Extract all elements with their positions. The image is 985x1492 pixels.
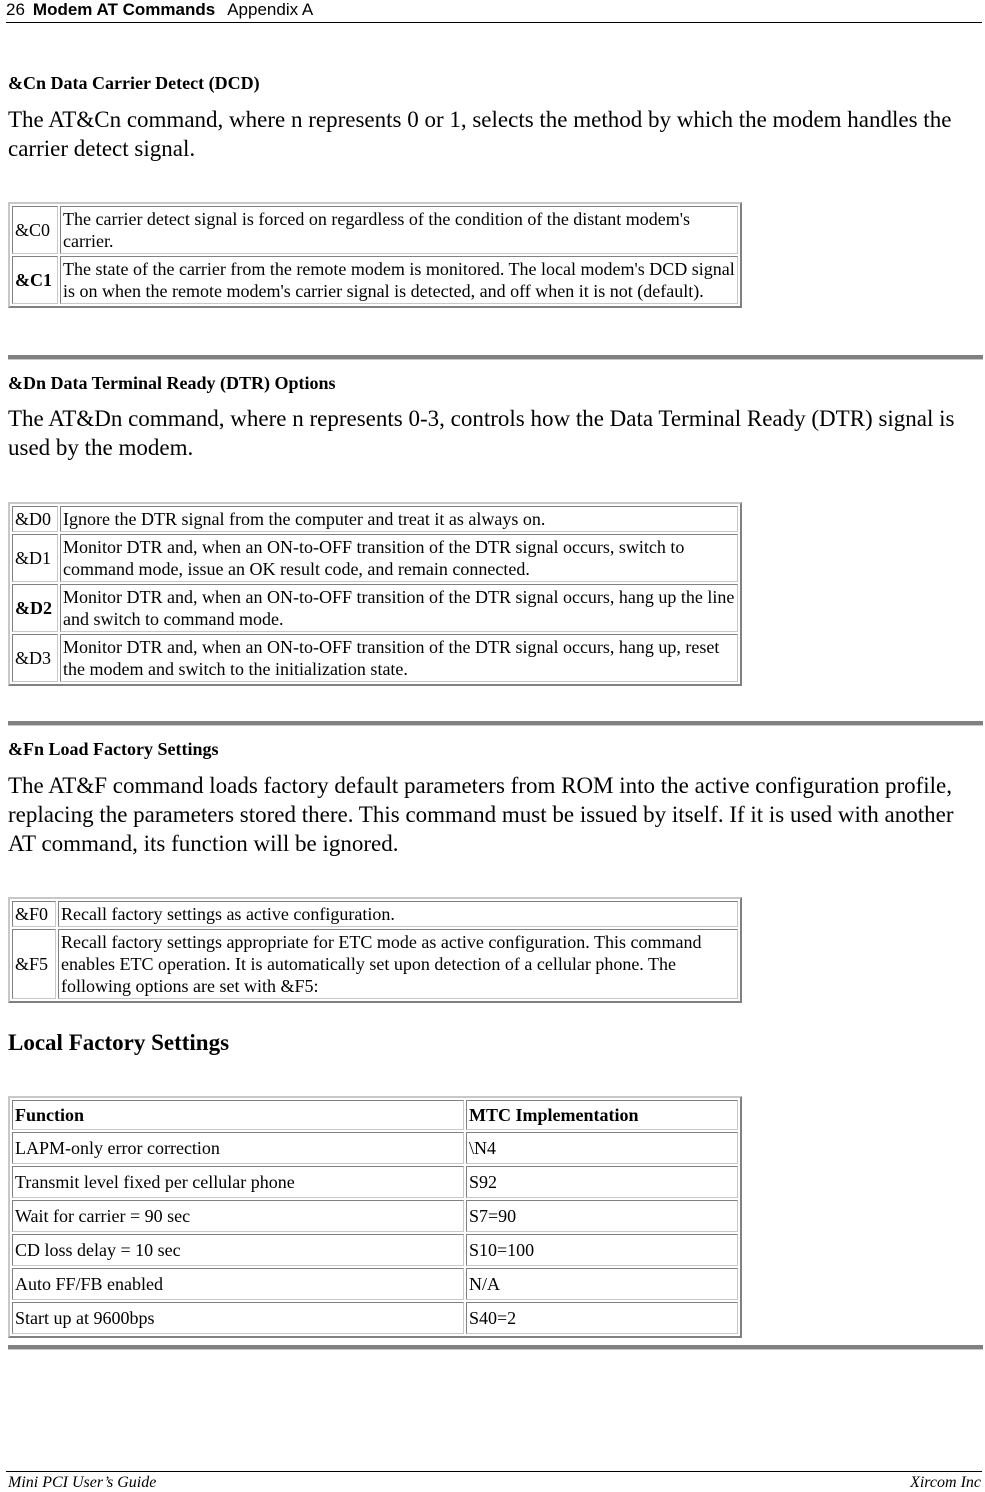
footer-guide-title: Mini PCI User’s Guide	[8, 1474, 157, 1491]
implementation-cell: \N4	[466, 1132, 738, 1164]
section-heading-fn: &Fn Load Factory Settings	[8, 739, 219, 759]
section-divider	[8, 721, 983, 726]
table-row	[12, 1200, 738, 1232]
table-row	[12, 534, 738, 582]
function-cell: CD loss delay = 10 sec	[12, 1234, 464, 1266]
implementation-cell: S7=90	[466, 1200, 738, 1232]
fn-options-table	[8, 897, 742, 1003]
option-code: &D1	[12, 534, 58, 582]
option-code: &D0	[12, 506, 58, 532]
table-header-row	[12, 1100, 738, 1130]
cn-options-table	[8, 202, 742, 308]
table-row	[12, 1234, 738, 1266]
option-code: &F0	[12, 901, 56, 927]
footer-rule	[6, 1471, 982, 1472]
implementation-cell: N/A	[466, 1268, 738, 1300]
table-row	[12, 1302, 738, 1334]
table-row	[12, 206, 738, 254]
table-row	[12, 256, 738, 304]
table-row	[12, 1132, 738, 1164]
function-cell: Wait for carrier = 90 sec	[12, 1200, 464, 1232]
option-description: Recall factory settings as active configuration.	[58, 901, 738, 927]
section-heading-cn: &Cn Data Carrier Detect (DCD)	[8, 73, 260, 93]
option-description: The state of the carrier from the remote modem is monitored. The local modem's DCD signal is on when the remote modem's carrier signal is detected, and off when it is not (default).	[60, 256, 738, 304]
option-description: Ignore the DTR signal from the computer and treat it as always on.	[60, 506, 738, 532]
option-code: &D3	[12, 634, 58, 682]
column-header-function: Function	[12, 1100, 464, 1130]
option-code-default: &C1	[12, 256, 58, 304]
function-cell: Auto FF/FB enabled	[12, 1268, 464, 1300]
implementation-cell: S10=100	[466, 1234, 738, 1266]
chapter-title: Modem AT Commands	[32, 0, 216, 19]
table-row	[12, 1268, 738, 1300]
footer-company: Xircom Inc	[910, 1474, 981, 1491]
option-code-default: &D2	[12, 584, 58, 632]
table-row	[12, 901, 738, 927]
section-body-fn: The AT&F command loads factory default parameters from ROM into the active configuration profile, replacing the parameters stored there. This command must be issued by itself. If it is used with another AT command, its function will be ignored.	[8, 773, 954, 856]
page-header	[6, 0, 982, 23]
implementation-cell: S40=2	[466, 1302, 738, 1334]
function-cell: LAPM-only error correction	[12, 1132, 464, 1164]
function-cell: Start up at 9600bps	[12, 1302, 464, 1334]
table-row	[12, 634, 738, 682]
table-row	[12, 506, 738, 532]
option-description: Monitor DTR and, when an ON-to-OFF transition of the DTR signal occurs, switch to command mode, issue an OK result code, and remain connected.	[60, 534, 738, 582]
option-description: Recall factory settings appropriate for ETC mode as active configuration. This command enables ETC operation. It is automatically set upon detection of a cellular phone. The following options are set with &F5:	[58, 929, 738, 999]
function-cell: Transmit level fixed per cellular phone	[12, 1166, 464, 1198]
page-number: 26	[6, 0, 25, 19]
table-row	[12, 1166, 738, 1198]
option-code: &C0	[12, 206, 58, 254]
local-factory-table	[8, 1096, 742, 1338]
local-factory-heading: Local Factory Settings	[8, 1030, 230, 1055]
option-description: Monitor DTR and, when an ON-to-OFF transition of the DTR signal occurs, hang up, reset the modem and switch to the initialization state.	[60, 634, 738, 682]
section-divider	[8, 1345, 983, 1350]
implementation-cell: S92	[466, 1166, 738, 1198]
section-heading-dn: &Dn Data Terminal Ready (DTR) Options	[8, 373, 336, 393]
column-header-mtc: MTC Implementation	[466, 1100, 738, 1130]
section-divider	[8, 355, 983, 360]
section-body-cn: The AT&Cn command, where n represents 0 or 1, selects the method by which the modem handles the carrier detect signal.	[8, 107, 952, 161]
appendix-label: Appendix A	[227, 0, 314, 19]
option-code: &F5	[12, 929, 56, 999]
dn-options-table	[8, 502, 742, 686]
option-description: The carrier detect signal is forced on regardless of the condition of the distant modem's carrier.	[60, 206, 738, 254]
option-description: Monitor DTR and, when an ON-to-OFF transition of the DTR signal occurs, hang up the line and switch to command mode.	[60, 584, 738, 632]
section-body-dn: The AT&Dn command, where n represents 0-3, controls how the Data Terminal Ready (DTR) signal is used by the modem.	[8, 406, 955, 460]
table-row	[12, 929, 738, 999]
table-row	[12, 584, 738, 632]
